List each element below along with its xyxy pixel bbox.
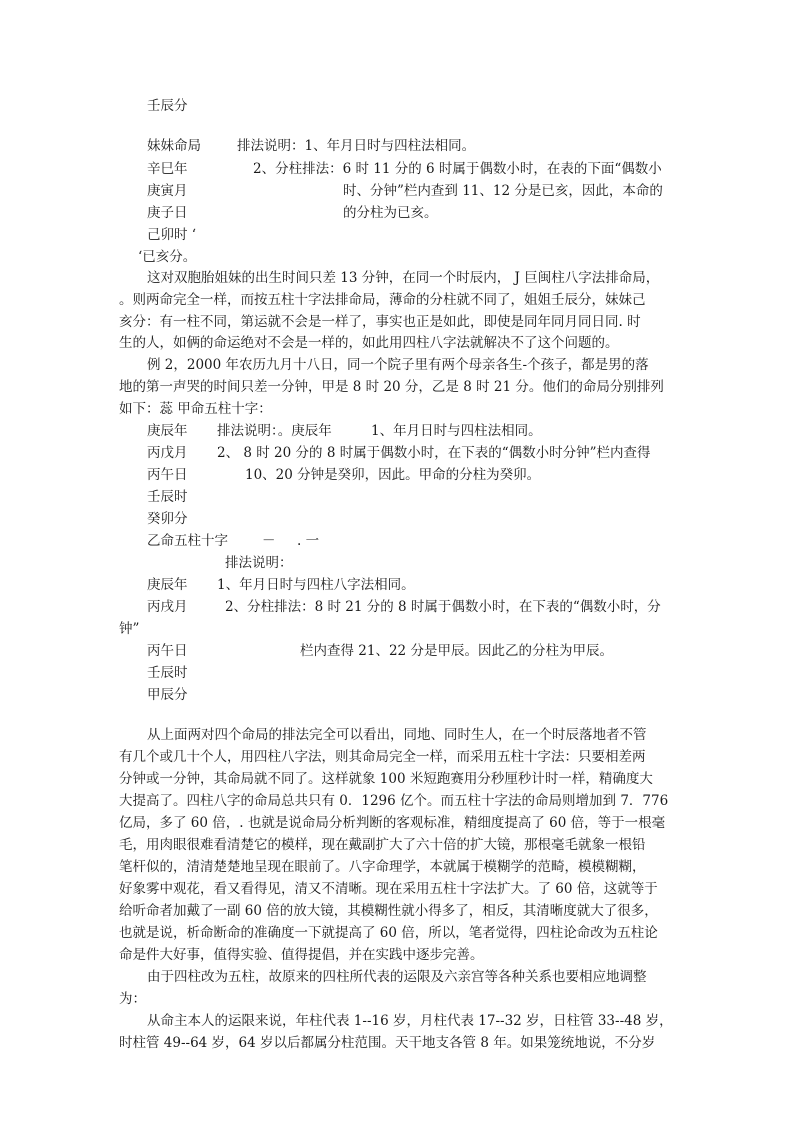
text-line: 乙命五柱十字 xyxy=(147,533,228,549)
text-line: 笔杆似的，清清楚楚地呈现在眼前了。八字命理学，本就属于模糊学的范畸，模模糊糊， xyxy=(119,859,646,875)
text-line: 时柱管 49--64 岁，64 岁以后都属分柱范围。天干地支各管 8 年。如果笼统地说，不分岁 xyxy=(119,1035,656,1051)
text-line: ‘已亥分。 xyxy=(138,249,197,265)
text-line: 有几个或几十个人，用四柱八字法，则其命局完全一样，而采用五柱十字法：只要相差两 xyxy=(119,749,646,765)
text-line: 庚辰年 xyxy=(147,577,188,593)
text-line: 钟” xyxy=(119,621,140,637)
text-line: 生的人，如俩的命运绝对不会是一样的，如此用四柱八字法就解决不了这个问题的。 xyxy=(119,335,619,351)
text-line: 庚寅月 xyxy=(147,183,188,199)
text-line: 庚子日 xyxy=(147,205,188,221)
text-line: 丙戊月 xyxy=(147,445,188,461)
text-line: 这对双胞胎姐妹的出生时间只差 13 分钟，在同一个时辰内， J 巨闽柱八字法排命局， xyxy=(147,270,660,286)
text-line: 1、年月日时与四柱法相同。 xyxy=(371,423,542,439)
text-line: 时、分钟”栏内查到 11、12 分是已亥，因此，本命的 xyxy=(343,183,663,199)
text-line: 辛巳年 xyxy=(147,161,188,177)
text-line: 分钟或一分钟，其命局就不同了。这样就象 100 米短跑赛用分秒厘秒计时一样，精确度大 xyxy=(119,771,653,787)
text-line: 壬辰时 xyxy=(147,665,188,681)
text-line: 甲辰分 xyxy=(147,687,188,703)
text-line: 丙午日 xyxy=(147,467,188,483)
text-line: 由于四柱改为五柱，故原来的四柱所代表的运限及六亲宫等各种关系也要相应地调整 xyxy=(147,969,647,985)
text-line: 排法说明：。庚辰年 xyxy=(217,423,332,439)
text-line: 栏内查得 21、22 分是甲辰。因此乙的分柱为甲辰。 xyxy=(300,643,613,659)
text-line: 从上面两对四个命局的排法完全可以看出，同地、同时生人，在一个时辰落地者不管 xyxy=(147,727,647,743)
text-line: 大提高了。四柱八字的命局总共只有 0．1296 亿个。而五柱十字法的命局则增加到 7．776 xyxy=(119,793,669,809)
text-line: 为： xyxy=(119,991,146,1007)
text-line: － xyxy=(262,533,276,549)
text-line: 如下：蕊 甲命五柱十字： xyxy=(119,401,272,417)
text-line: 也就是说，析命断命的准确度一下就提高了 60 倍，所以，笔者觉得，四柱论命改为五柱论 xyxy=(119,925,658,941)
text-line: . 一 xyxy=(297,533,320,549)
text-line: 命是件大好事，值得实验、值得提倡，并在实践中逐步完善。 xyxy=(119,947,484,963)
text-line: 排法说明： xyxy=(225,555,293,571)
text-line: 例 2，2000 年农历九月十八日，同一个院子里有两个母亲各生-个孩子，都是男的落 xyxy=(147,357,649,373)
text-line: 毛，用肉眼很难看清楚它的模样，现在戴副扩大了六十倍的扩大镜，那根毫毛就象一根铅 xyxy=(119,837,646,853)
text-line: 癸卯分 xyxy=(147,511,188,527)
text-line: 壬辰分 xyxy=(147,98,188,114)
text-line: 庚辰年 xyxy=(147,423,188,439)
text-line: 。则两命完全一样，而按五柱十字法排命局，薄命的分柱就不同了，姐姐壬辰分，妹妹己 xyxy=(119,292,646,308)
text-line: 地的第一声哭的时间只差一分钟，甲是 8 时 20 分，乙是 8 时 21 分。他们的命局分别排列 xyxy=(119,379,664,395)
text-line: 好象雾中观花，看又看得见，清又不清晰。现在采用五柱十字法扩大。了 60 倍，这就等于 xyxy=(119,881,658,897)
text-line: 给听命者加戴了一副 60 倍的放大镜，其模糊性就小得多了，相反，其清晰度就大了很多， xyxy=(119,903,658,919)
text-line: 妹妹命局 xyxy=(147,138,201,154)
text-line: 丙戌月 xyxy=(147,599,188,615)
text-line: 1、年月日时与四柱八字法相同。 xyxy=(217,577,415,593)
text-line: 2、分柱排法：8 时 21 分的 8 时属于偶数小时，在下表的“偶数小时，分 xyxy=(225,599,661,615)
text-line: 亥分：有一柱不同，第运就不会是一样了，事实也正是如此，即使是同年同月同日同. 时 xyxy=(119,314,641,330)
text-line: 壬辰时 xyxy=(147,489,188,505)
text-line: 2、 8 时 20 分的 8 时属于偶数小时，在下表的“偶数小时分钟”栏内查得 xyxy=(217,445,651,461)
text-line: 从命主本人的运限来说，年柱代表 1--16 岁，月柱代表 17--32 岁，日柱管 33--48 岁， xyxy=(147,1013,673,1029)
text-line: 亿局，多了 60 倍，. 也就是说命局分析判断的客观标准，精细度提高了 60 倍，等于一根毫 xyxy=(119,815,666,831)
text-line: 10、20 分钟是癸卯，因此。甲命的分柱为癸卯。 xyxy=(245,467,541,483)
text-line: 排法说明：1、年月日时与四柱法相同。 xyxy=(237,138,476,154)
text-line: 丙午日 xyxy=(147,643,188,659)
text-line: 2、分柱排法：6 时 11 分的 6 时属于偶数小时，在表的下面“偶数小 xyxy=(253,161,662,177)
text-line: 己卯时 ‘ xyxy=(147,227,197,243)
text-line: 的分柱为已亥。 xyxy=(343,205,438,221)
